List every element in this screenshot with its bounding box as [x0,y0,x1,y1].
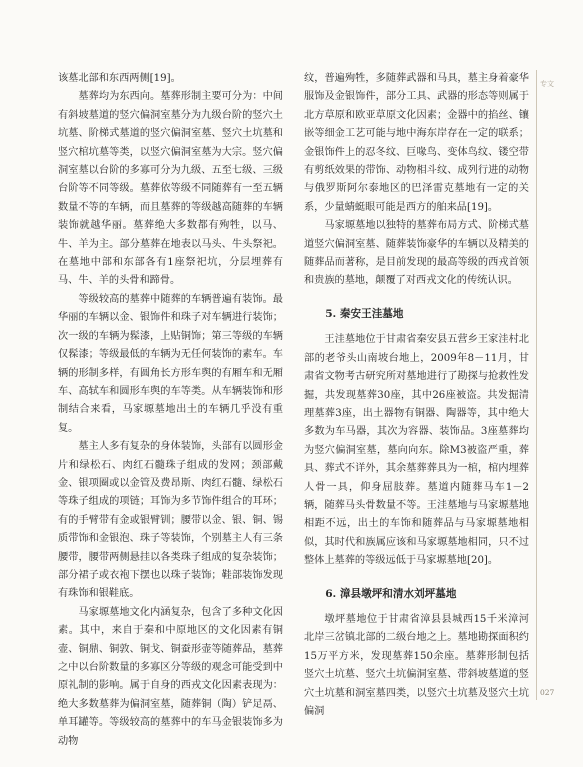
paragraph: 该墓北部和东西两侧[19]。 [58,73,181,84]
paragraph: 墓主人多有复杂的身体装饰，头部有以圆形金片和绿松石、肉红石髓珠子组成的发网；颈部戴金、银项圈或以金管及费昂斯、肉红石髓、绿松石等珠子组成的项链；耳饰为多节饰件组合的耳环；有的手臂带有金或银臂钏；腰带以金、银、铜、锡质带饰和金银泡、珠子等装饰，个别墓主人有三条腰带，腰带两侧悬挂以各类珠子组成的复杂装饰；部分裙子或衣袍下摆也以珠子装饰；鞋部装饰发现有珠饰和银鞋底。 [58,441,283,600]
page-number: 027 [540,688,555,697]
margin-rule [536,70,537,700]
paragraph: 马家塬墓地文化内涵复杂，包含了多种文化因素。其中，来自于秦和中原地区的文化因素有铜壶、铜鼎、铜敦、铜戈、铜蚕形壶等随葬品，墓葬之中以台阶数量的多寡区分等级的观念可能受到中原礼制的影响。属于自身的西戎文化因素表现为：绝大多数墓葬为偏洞室墓，随葬铜（陶）铲足鬲、单耳罐等。等级较高的墓葬中的车马金银装饰多为动物 [58,606,283,747]
section-heading: 5. 秦安王洼墓地 [325,307,404,320]
paragraph: 马家塬墓地以独特的墓葬布局方式、阶梯式墓道竖穴偏洞室墓、随葬装饰豪华的车辆以及精美的随葬品而著称，是目前发现的最高等级的西戎首领和贵族的墓地，颠覆了对西戎文化的传统认识。 [304,220,529,287]
section-label: 专文 [540,80,554,88]
paragraph: 等级较高的墓葬中随葬的车辆普遍有装饰。最华丽的车辆以金、银饰件和珠子对车辆进行装饰；次一级的车辆为髹漆，上贴铜饰；第三等级的车辆仅髹漆；等级最低的车辆为无任何装饰的素车。车辆的形制多样，有圆角长方形车舆的有厢车和无厢车、高轼车和圆形车舆的车等类。从车辆装饰和形制结合来看，马家塬墓地出土的车辆几乎没有重复。 [58,293,283,434]
paragraph: 墩坪墓地位于甘肃省漳县县城西15千米漳河北岸三岔镇北部的二级台地之上。墓地勘探面积约15万平方米，发现墓葬150余座。墓葬形制包括竖穴土坑墓、竖穴土坑偏洞室墓、带斜坡墓道的竖穴土坑墓和洞室墓四类，以竖穴土坑墓及竖穴土坑偏洞 [304,613,529,717]
left-column [58,70,283,751]
paragraph: 墓葬均为东西向。墓葬形制主要可分为：中间有斜坡墓道的竖穴偏洞室墓分为九级台阶的竖穴土坑墓、阶梯式墓道的竖穴偏洞室墓、竖穴土坑墓和竖穴棺坑墓等类，以竖穴偏洞室墓为大宗。竖穴偏洞室墓以台阶的多寡可分为九级、五至七级、三级台阶等不同等级。墓葬依等级不同随葬有一至五辆数量不等的车辆，而且墓葬的等级越高随葬的车辆装饰就越华丽。墓葬绝大多数都有殉牲，以马、牛、羊为主。部分墓葬在地表以马头、牛头祭祀。在墓地中部和东部各有1座祭祀坑，分层埋葬有马、牛、羊的头骨和蹄骨。 [58,91,283,287]
paragraph: 纹，普遍殉牲，多随葬武器和马具，墓主身着豪华服饰及金银饰件，部分工具、武器的形态等则属于北方草原和欧亚草原文化因素；金器中的掐丝、镶嵌等细金工艺可能与地中海东岸存在一定的联系；金银饰件上的忍冬纹、巨喙鸟、变体鸟纹、镂空带有剪纸效果的带饰、动物相斗纹、成列行进的动物与俄罗斯阿尔泰地区的巴泽雷克墓地有一定的关系，少量蜻蜓眼可能是西方的舶来品[19]。 [304,73,529,213]
right-column [304,70,529,721]
section-heading: 6. 漳县墩坪和清水刘坪墓地 [325,587,457,600]
paragraph: 王洼墓地位于甘肃省秦安县五营乡王家洼村北部的老爷头山南坡台地上，2009年8－11月，甘肃省文物考古研究所对墓地进行了勘探与抢救性发掘，共发现墓葬30座，其中26座被盗。共发掘清理墓葬3座，出土器物有铜器、陶器等，其中绝大多数为车马器，其次为容器、装饰品。3座墓葬均为竖穴偏洞室墓，墓向向东。除M3被盗严重，葬具、葬式不详外，其余墓葬葬具为一棺，棺内埋葬人骨一具，仰身屈肢葬。墓道内随葬马车1－2辆，随葬马头骨数量不等。王洼墓地与马家塬墓地相距不远，出土的车饰和随葬品与马家塬墓地相似，其时代和族属应该和马家塬墓地相同，只不过整体上墓葬的等级远低于马家塬墓地[20]。 [304,334,529,567]
